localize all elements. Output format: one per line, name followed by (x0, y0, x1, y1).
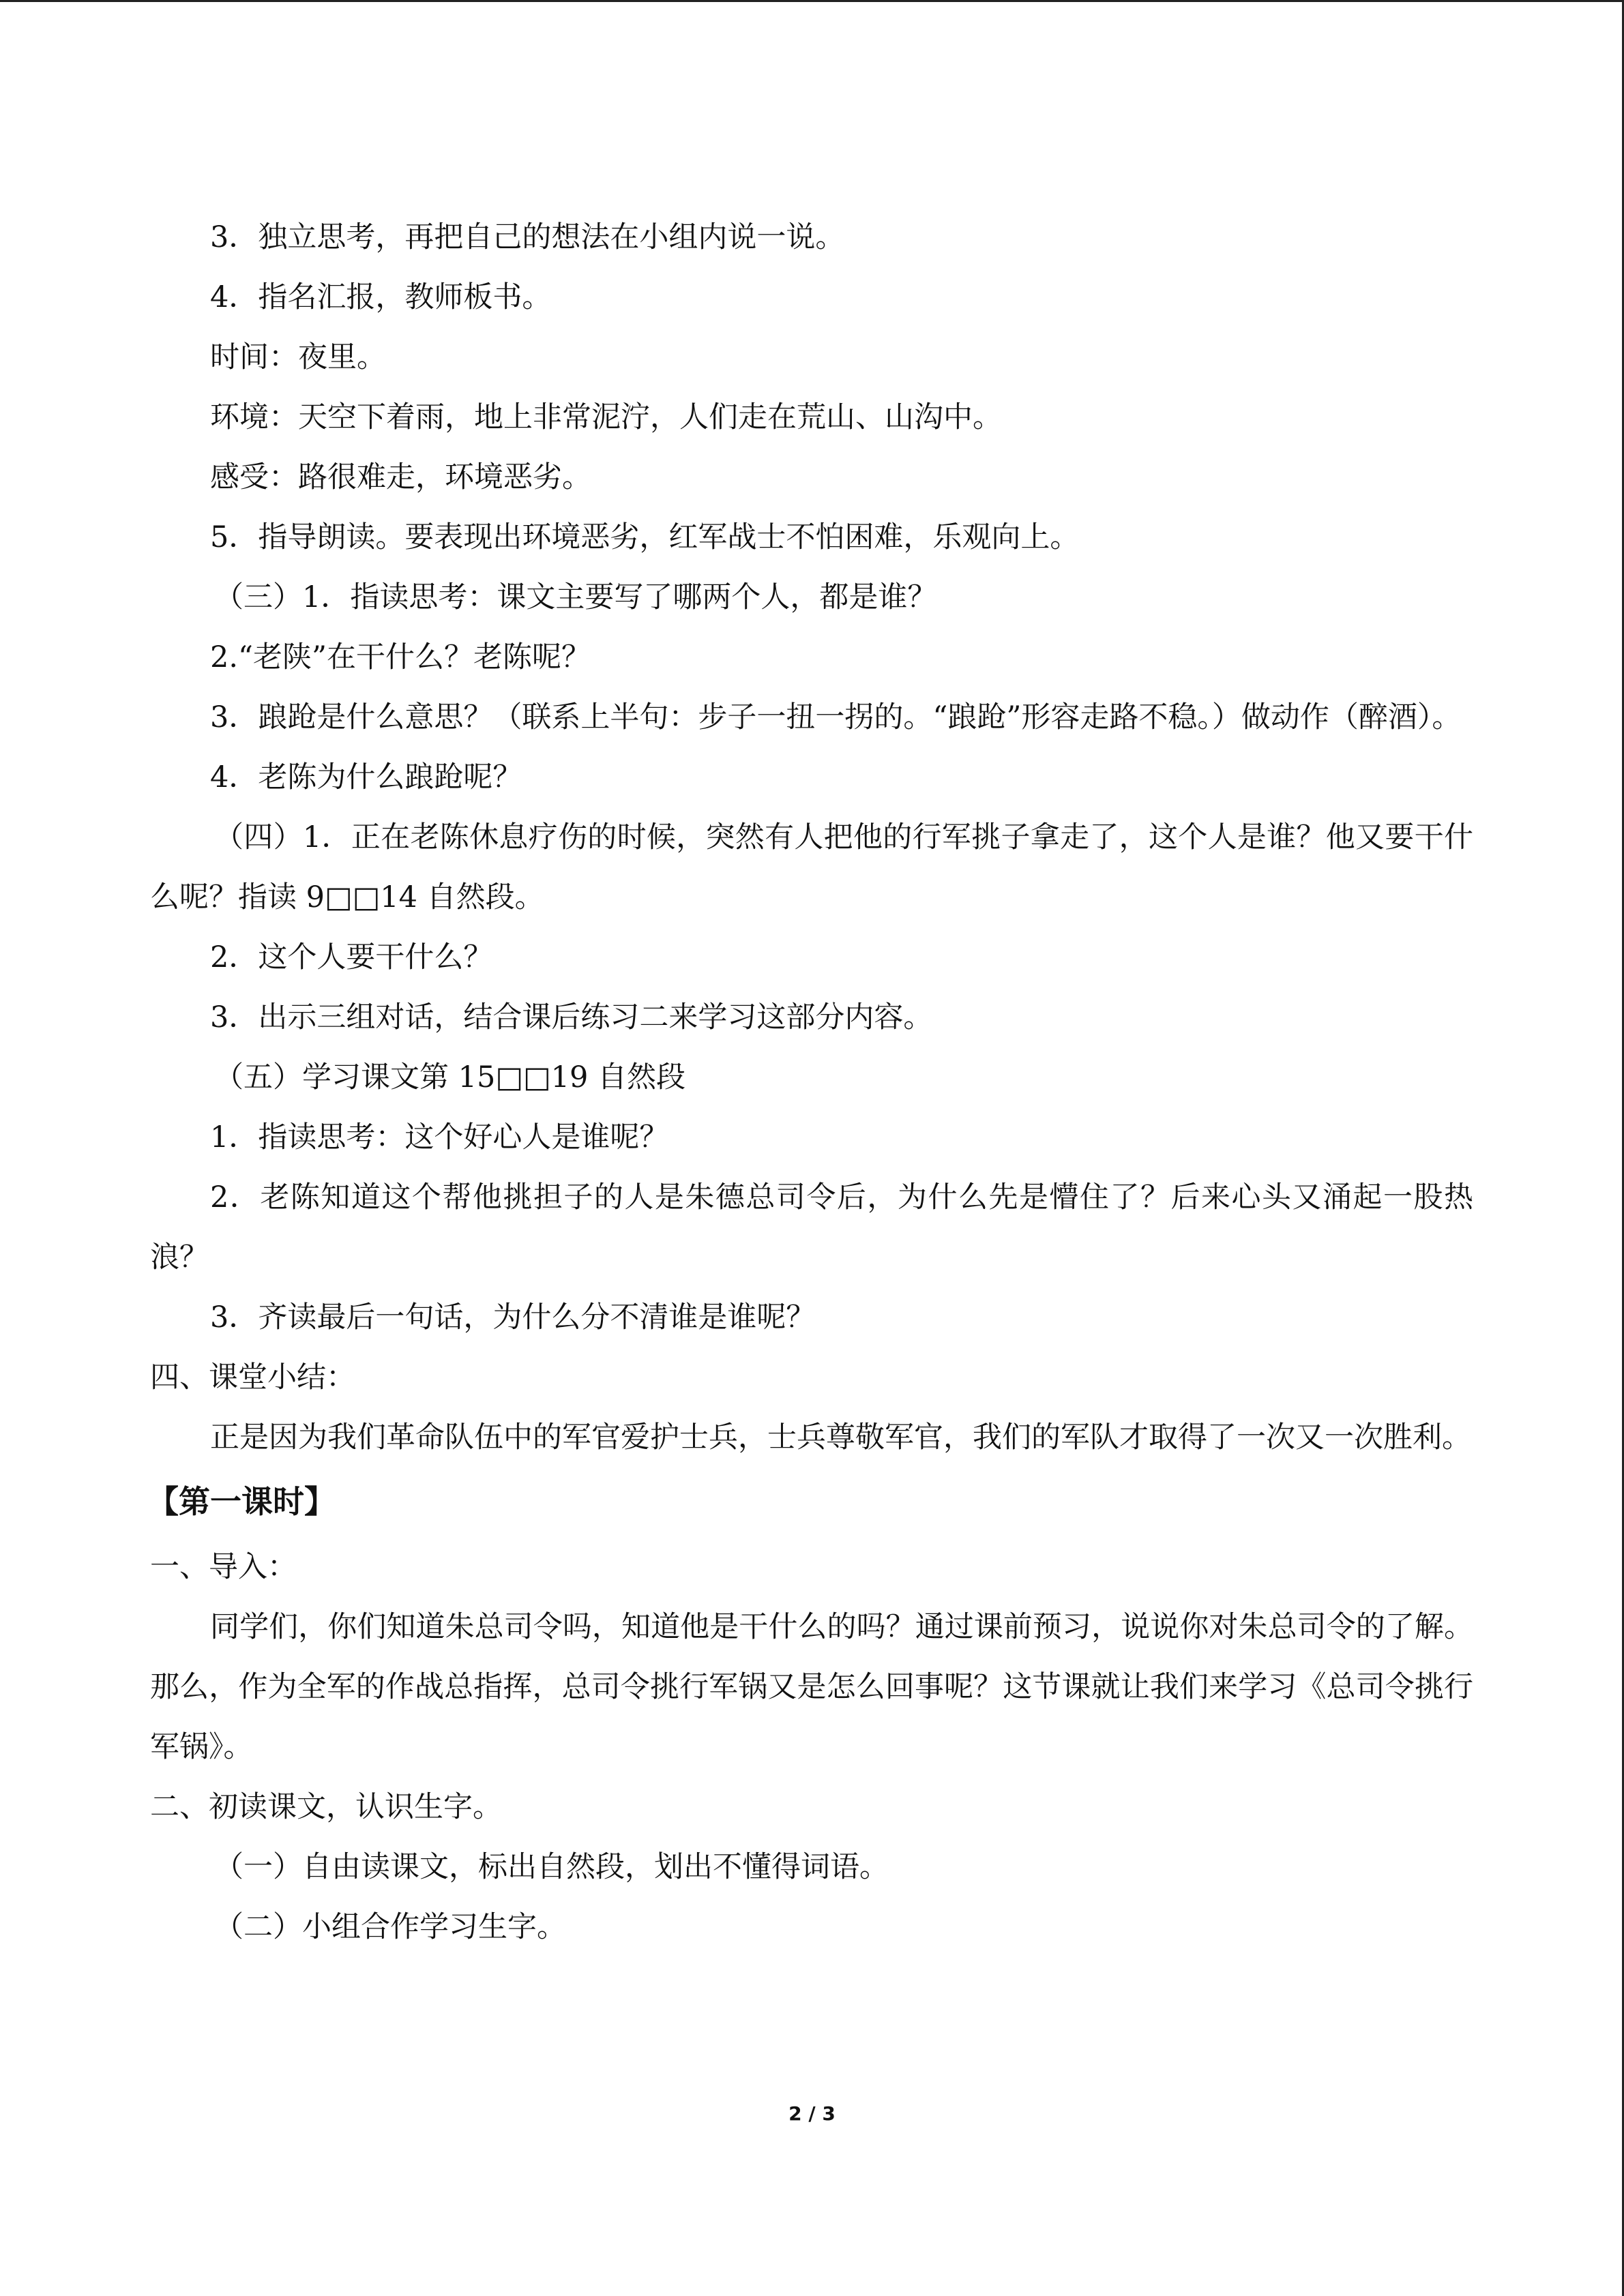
page-border-top (0, 0, 1624, 2)
paragraph (150, 1597, 1473, 1777)
paragraph-text: 正是因为我们革命队伍中的军官爱护士兵，士兵尊敬军官，我们的军队才取得了一次又一次胜利。 (210, 1420, 1471, 1455)
section-heading: 四、课堂小结： (150, 1360, 355, 1395)
page-number: 2 / 3 (788, 2102, 836, 2125)
paragraph: 3．独立思考，再把自己的想法在小组内说一说。 (210, 220, 845, 254)
paragraph: 感受：路很难走，环境恶劣。 (210, 460, 591, 494)
paragraph-text: 2．老陈知道这个帮他挑担子的人是朱德总司令后，为什么先是懵住了？后来心头又涌起一股热浪？ (150, 1180, 1473, 1274)
paragraph: 4．老陈为什么踉跄呢？ (210, 760, 522, 794)
paragraph: 2．这个人要干什么？ (210, 940, 493, 974)
paragraph (150, 1167, 1473, 1287)
paragraph: 1．指读思考：这个好心人是谁呢？ (210, 1120, 669, 1154)
paragraph: 2.“老陕”在干什么？老陈呢？ (210, 640, 591, 674)
paragraph: 3．齐读最后一句话，为什么分不清谁是谁呢？ (210, 1300, 816, 1335)
section-heading: 二、初读课文，认识生字。 (150, 1790, 502, 1824)
paragraph (150, 687, 1473, 747)
lesson-heading: 【第一课时】 (147, 1483, 336, 1520)
paragraph: 3．出示三组对话，结合课后练习二来学习这部分内容。 (210, 1000, 933, 1034)
document-body (147, 207, 1473, 1957)
paragraph: 5．指导朗读。要表现出环境恶劣，红军战士不怕困难，乐观向上。 (210, 520, 1080, 554)
paragraph (150, 1407, 1473, 1467)
paragraph-text: 同学们，你们知道朱总司令吗，知道他是干什么的吗？通过课前预习，说说你对朱总司令的了解。那么，作为全军的作战总指挥，总司令挑行军锅又是怎么回事呢？这节课就让我们来学习《总司令挑行军锅》。 (150, 1610, 1473, 1764)
paragraph: 时间：夜里。 (210, 340, 386, 374)
paragraph-text: （四）1．正在老陈休息疗伤的时候，突然有人把他的行军挑子拿走了，这个人是谁？他又要干什么呢？指读 9□□14 自然段。 (150, 820, 1473, 914)
paragraph: 环境：天空下着雨，地上非常泥泞，人们走在荒山、山沟中。 (210, 400, 1002, 434)
paragraph: （五）学习课文第 15□□19 自然段 (214, 1060, 686, 1094)
paragraph: （一）自由读课文，标出自然段，划出不懂得词语。 (214, 1850, 889, 1884)
paragraph: （三）1．指读思考：课文主要写了哪两个人，都是谁？ (214, 580, 937, 614)
paragraph-text: 3．踉跄是什么意思？（联系上半句：步子一扭一拐的。“踉跄”形容走路不稳。）做动作（醉酒）。 (210, 700, 1462, 734)
section-heading: 一、导入： (150, 1550, 297, 1584)
paragraph: 4．指名汇报，教师板书。 (210, 280, 552, 314)
paragraph: （二）小组合作学习生字。 (214, 1910, 566, 1944)
paragraph (150, 807, 1473, 927)
